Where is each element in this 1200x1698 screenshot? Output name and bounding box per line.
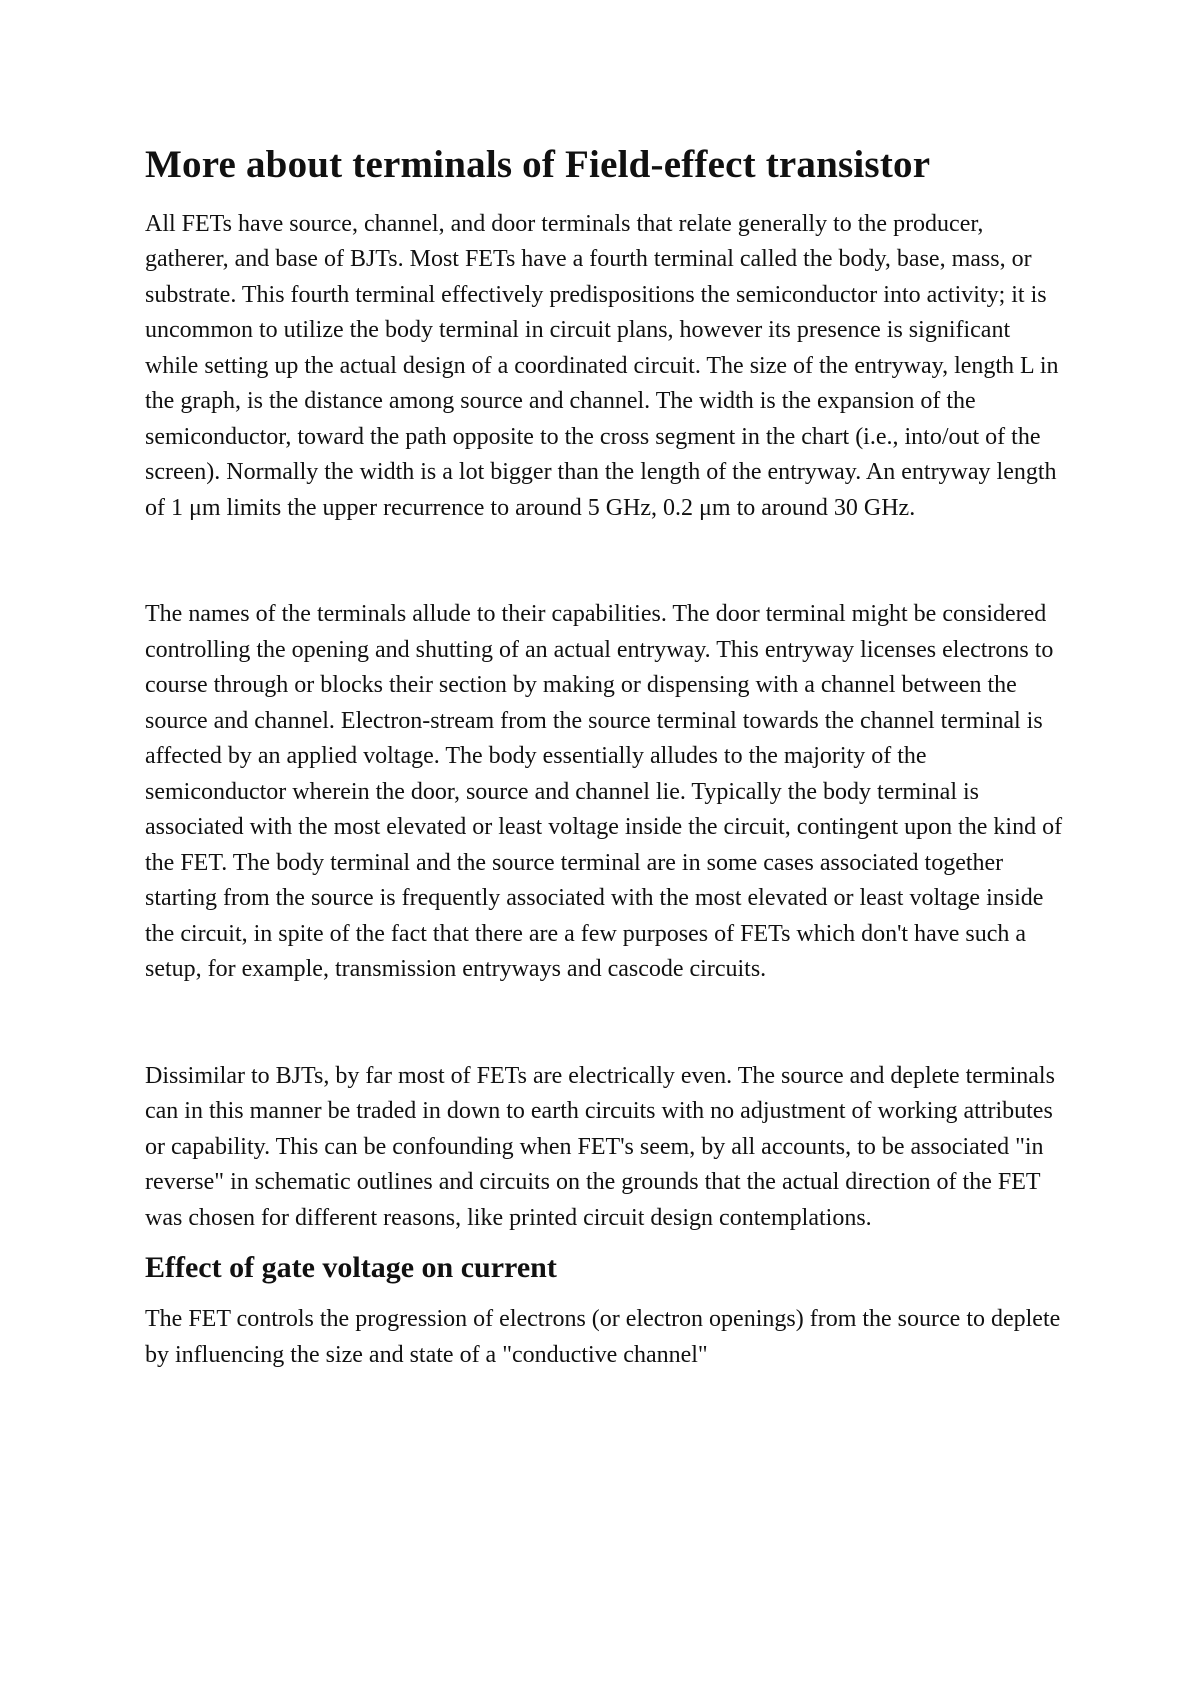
paragraph-fet-terminals: All FETs have source, channel, and door terminals that relate generally to the producer, gatherer, and base of BJTs. Most FETs have a fourth terminal called the body, base, mass, or substrate. This fourth terminal effectively predispositions the semiconductor into activity; it is uncommon to utilize the body terminal in circuit plans, however its presence is significant while setting up the actual design of a coordinated circuit. The size of the entryway, length L in the graph, is the distance among source and channel. The width is the expansion of the semiconductor, toward the path opposite to the cross segment in the chart (i.e., into/out of the screen). Normally the width is a lot bigger than the length of the entryway. An entryway length of 1 μm limits the upper recurrence to around 5 GHz, 0.2 μm to around 30 GHz. bbox=[145, 210, 1059, 521]
paragraph-spacer bbox=[145, 988, 1065, 1059]
document-page bbox=[145, 142, 1065, 1373]
document-title: More about terminals of Field-effect transistor bbox=[145, 143, 931, 186]
section-heading: Effect of gate voltage on current bbox=[145, 1251, 557, 1285]
paragraph-gate-voltage: The FET controls the progression of electrons (or electron openings) from the source to deplete by influencing the size and state of a "conductive channel" bbox=[145, 1306, 1061, 1368]
paragraph-terminal-names: The names of the terminals allude to their capabilities. The door terminal might be considered controlling the opening and shutting of an actual entryway. This entryway licenses electrons to course through or blocks their section by making or dispensing with a channel between the source and channel. Electron-stream from the source terminal towards the channel terminal is affected by an applied voltage. The body essentially alludes to the majority of the semiconductor wherein the door, source and channel lie. Typically the body terminal is associated with the most elevated or least voltage inside the circuit, contingent upon the kind of the FET. The body terminal and the source terminal are in some cases associated together starting from the source is frequently associated with the most elevated or least voltage inside the circuit, in spite of the fact that there are a few purposes of FETs which don't have such a setup, for example, transmission entryways and cascode circuits. bbox=[145, 601, 1063, 983]
paragraph-spacer bbox=[145, 1236, 1065, 1250]
paragraph-spacer bbox=[145, 526, 1065, 597]
paragraph-symmetry: Dissimilar to BJTs, by far most of FETs are electrically even. The source and deplete terminals can in this manner be traded in down to earth circuits with no adjustment of working attributes or capability. This can be confounding when FET's seem, by all accounts, to be associated "in reverse" in schematic outlines and circuits on the grounds that the actual direction of the FET was chosen for different reasons, like printed circuit design contemplations. bbox=[145, 1062, 1055, 1231]
